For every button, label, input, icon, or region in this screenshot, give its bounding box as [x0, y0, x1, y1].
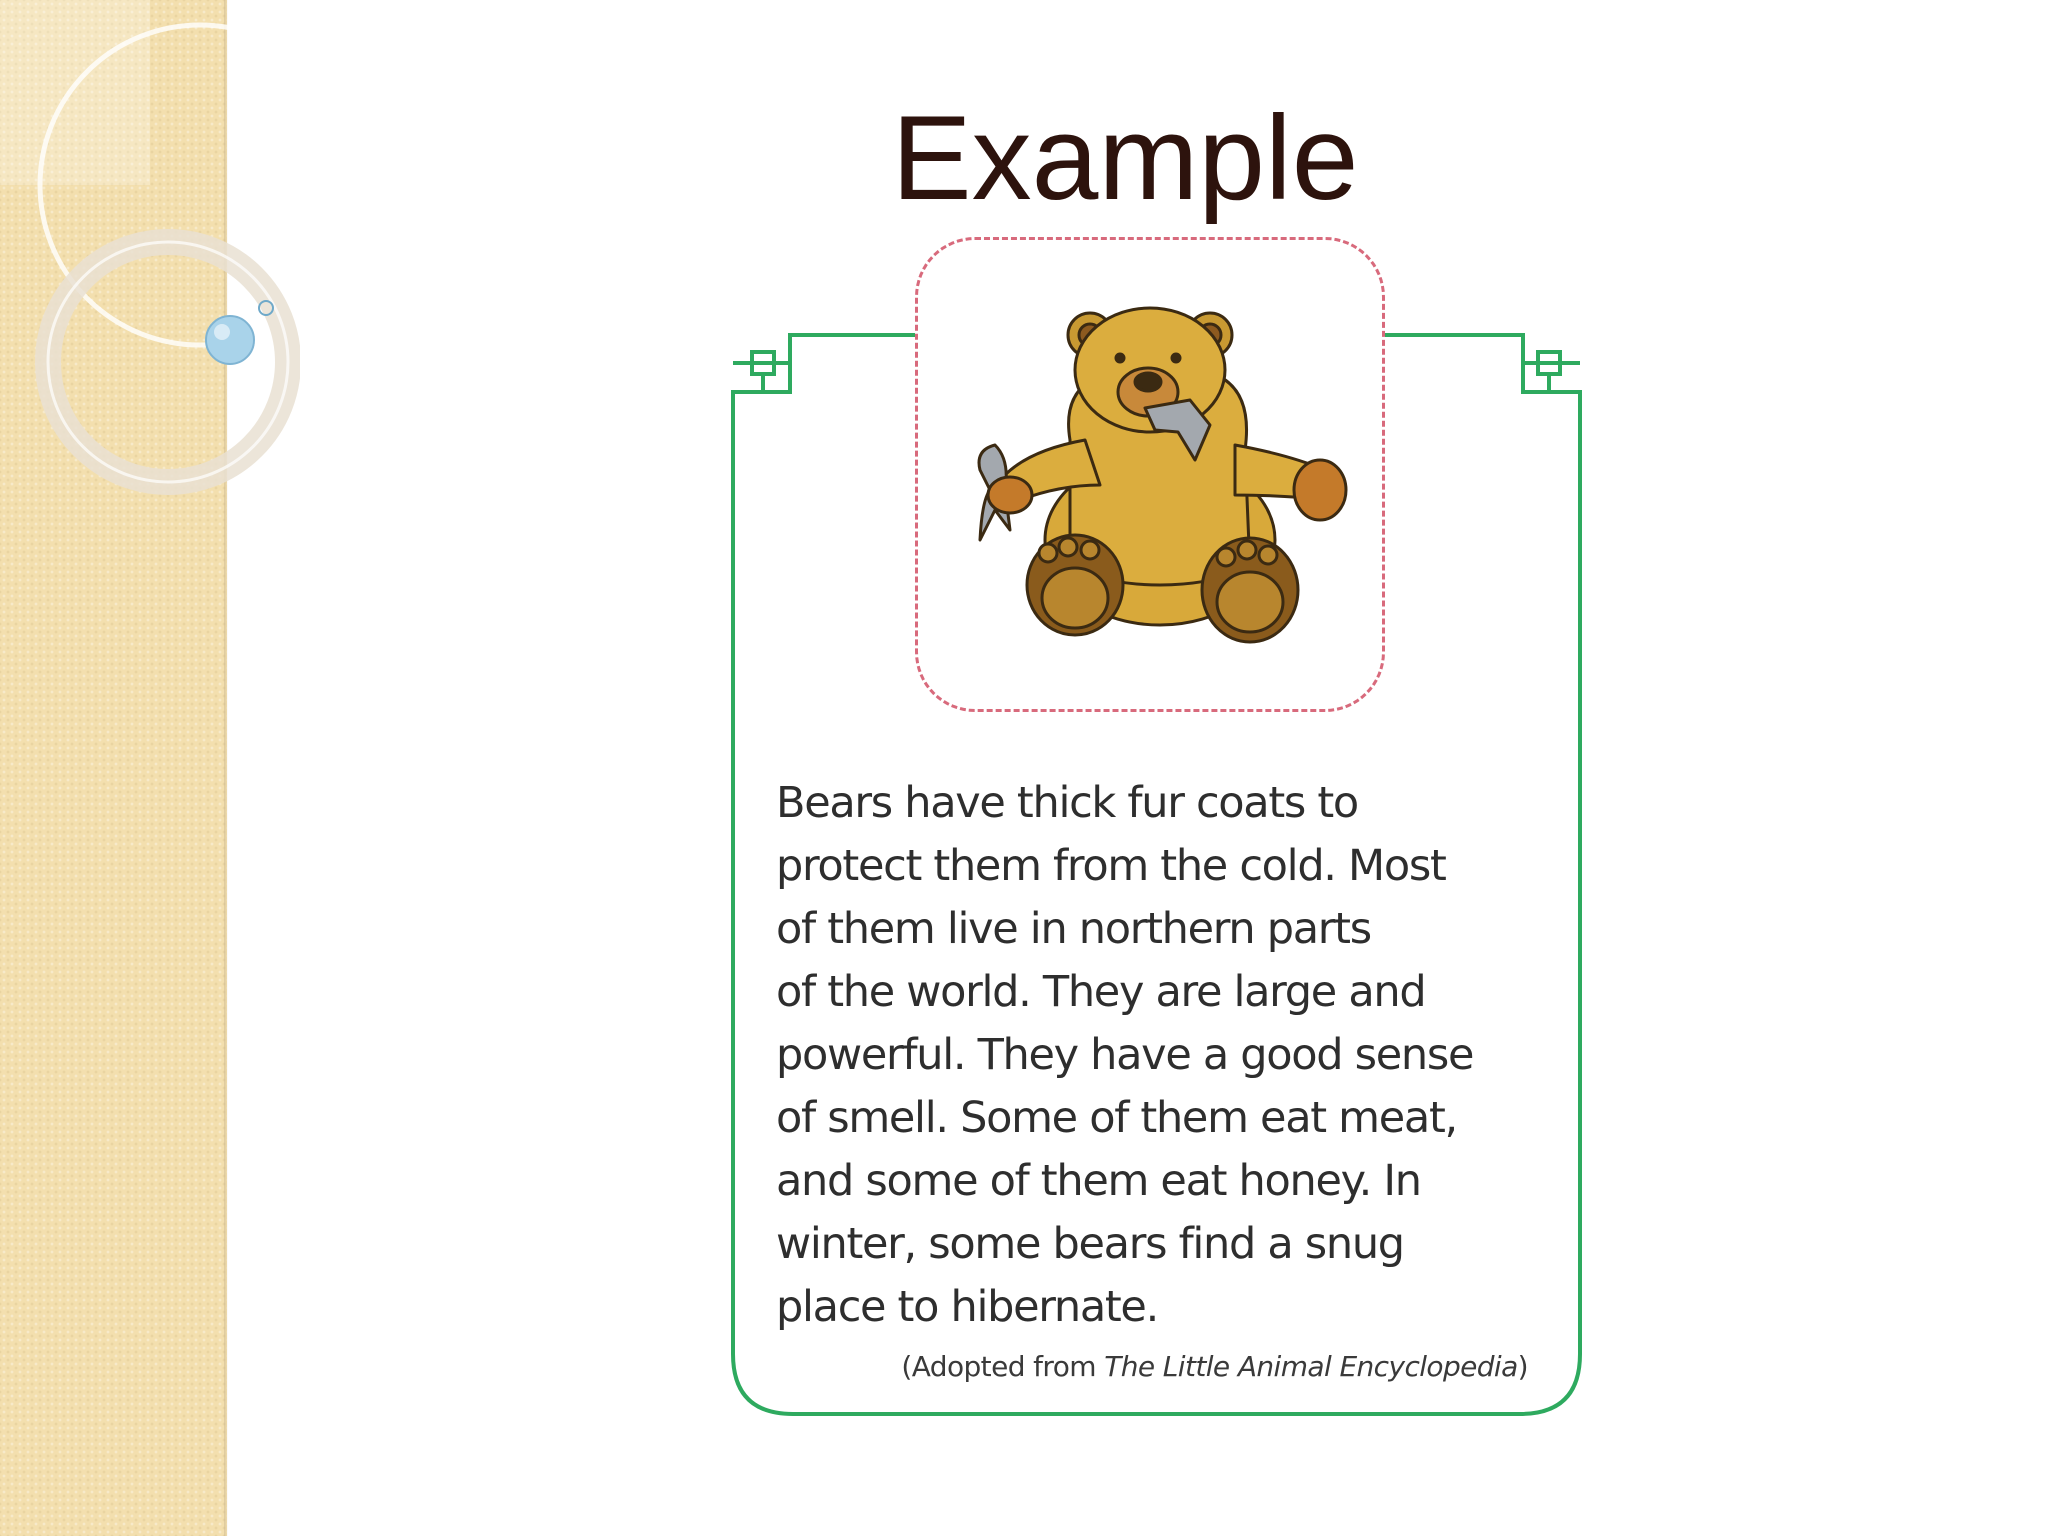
passage-text	[776, 772, 1536, 1339]
source-suffix: )	[1517, 1350, 1528, 1383]
passage-line: place to hibernate.	[776, 1282, 1158, 1332]
passage-line: of the world. They are large and	[776, 967, 1426, 1017]
passage-line: of smell. Some of them eat meat,	[776, 1093, 1457, 1143]
bear-with-fish-icon	[950, 300, 1370, 660]
passage-line: and some of them eat honey. In	[776, 1156, 1421, 1206]
source-prefix: (Adopted from	[901, 1350, 1105, 1383]
decorative-circles	[0, 0, 300, 520]
passage-line: Bears have thick fur coats to	[776, 778, 1358, 828]
passage-line: of them live in northern parts	[776, 904, 1371, 954]
passage-line: winter, some bears find a snug	[776, 1219, 1404, 1269]
source-citation	[901, 1350, 1528, 1383]
passage-line: protect them from the cold. Most	[776, 841, 1446, 891]
source-title: The Little Animal Encyclopedia	[1104, 1350, 1518, 1383]
passage-line: powerful. They have a good sense	[776, 1030, 1474, 1080]
slide-title: Example	[891, 91, 1359, 225]
